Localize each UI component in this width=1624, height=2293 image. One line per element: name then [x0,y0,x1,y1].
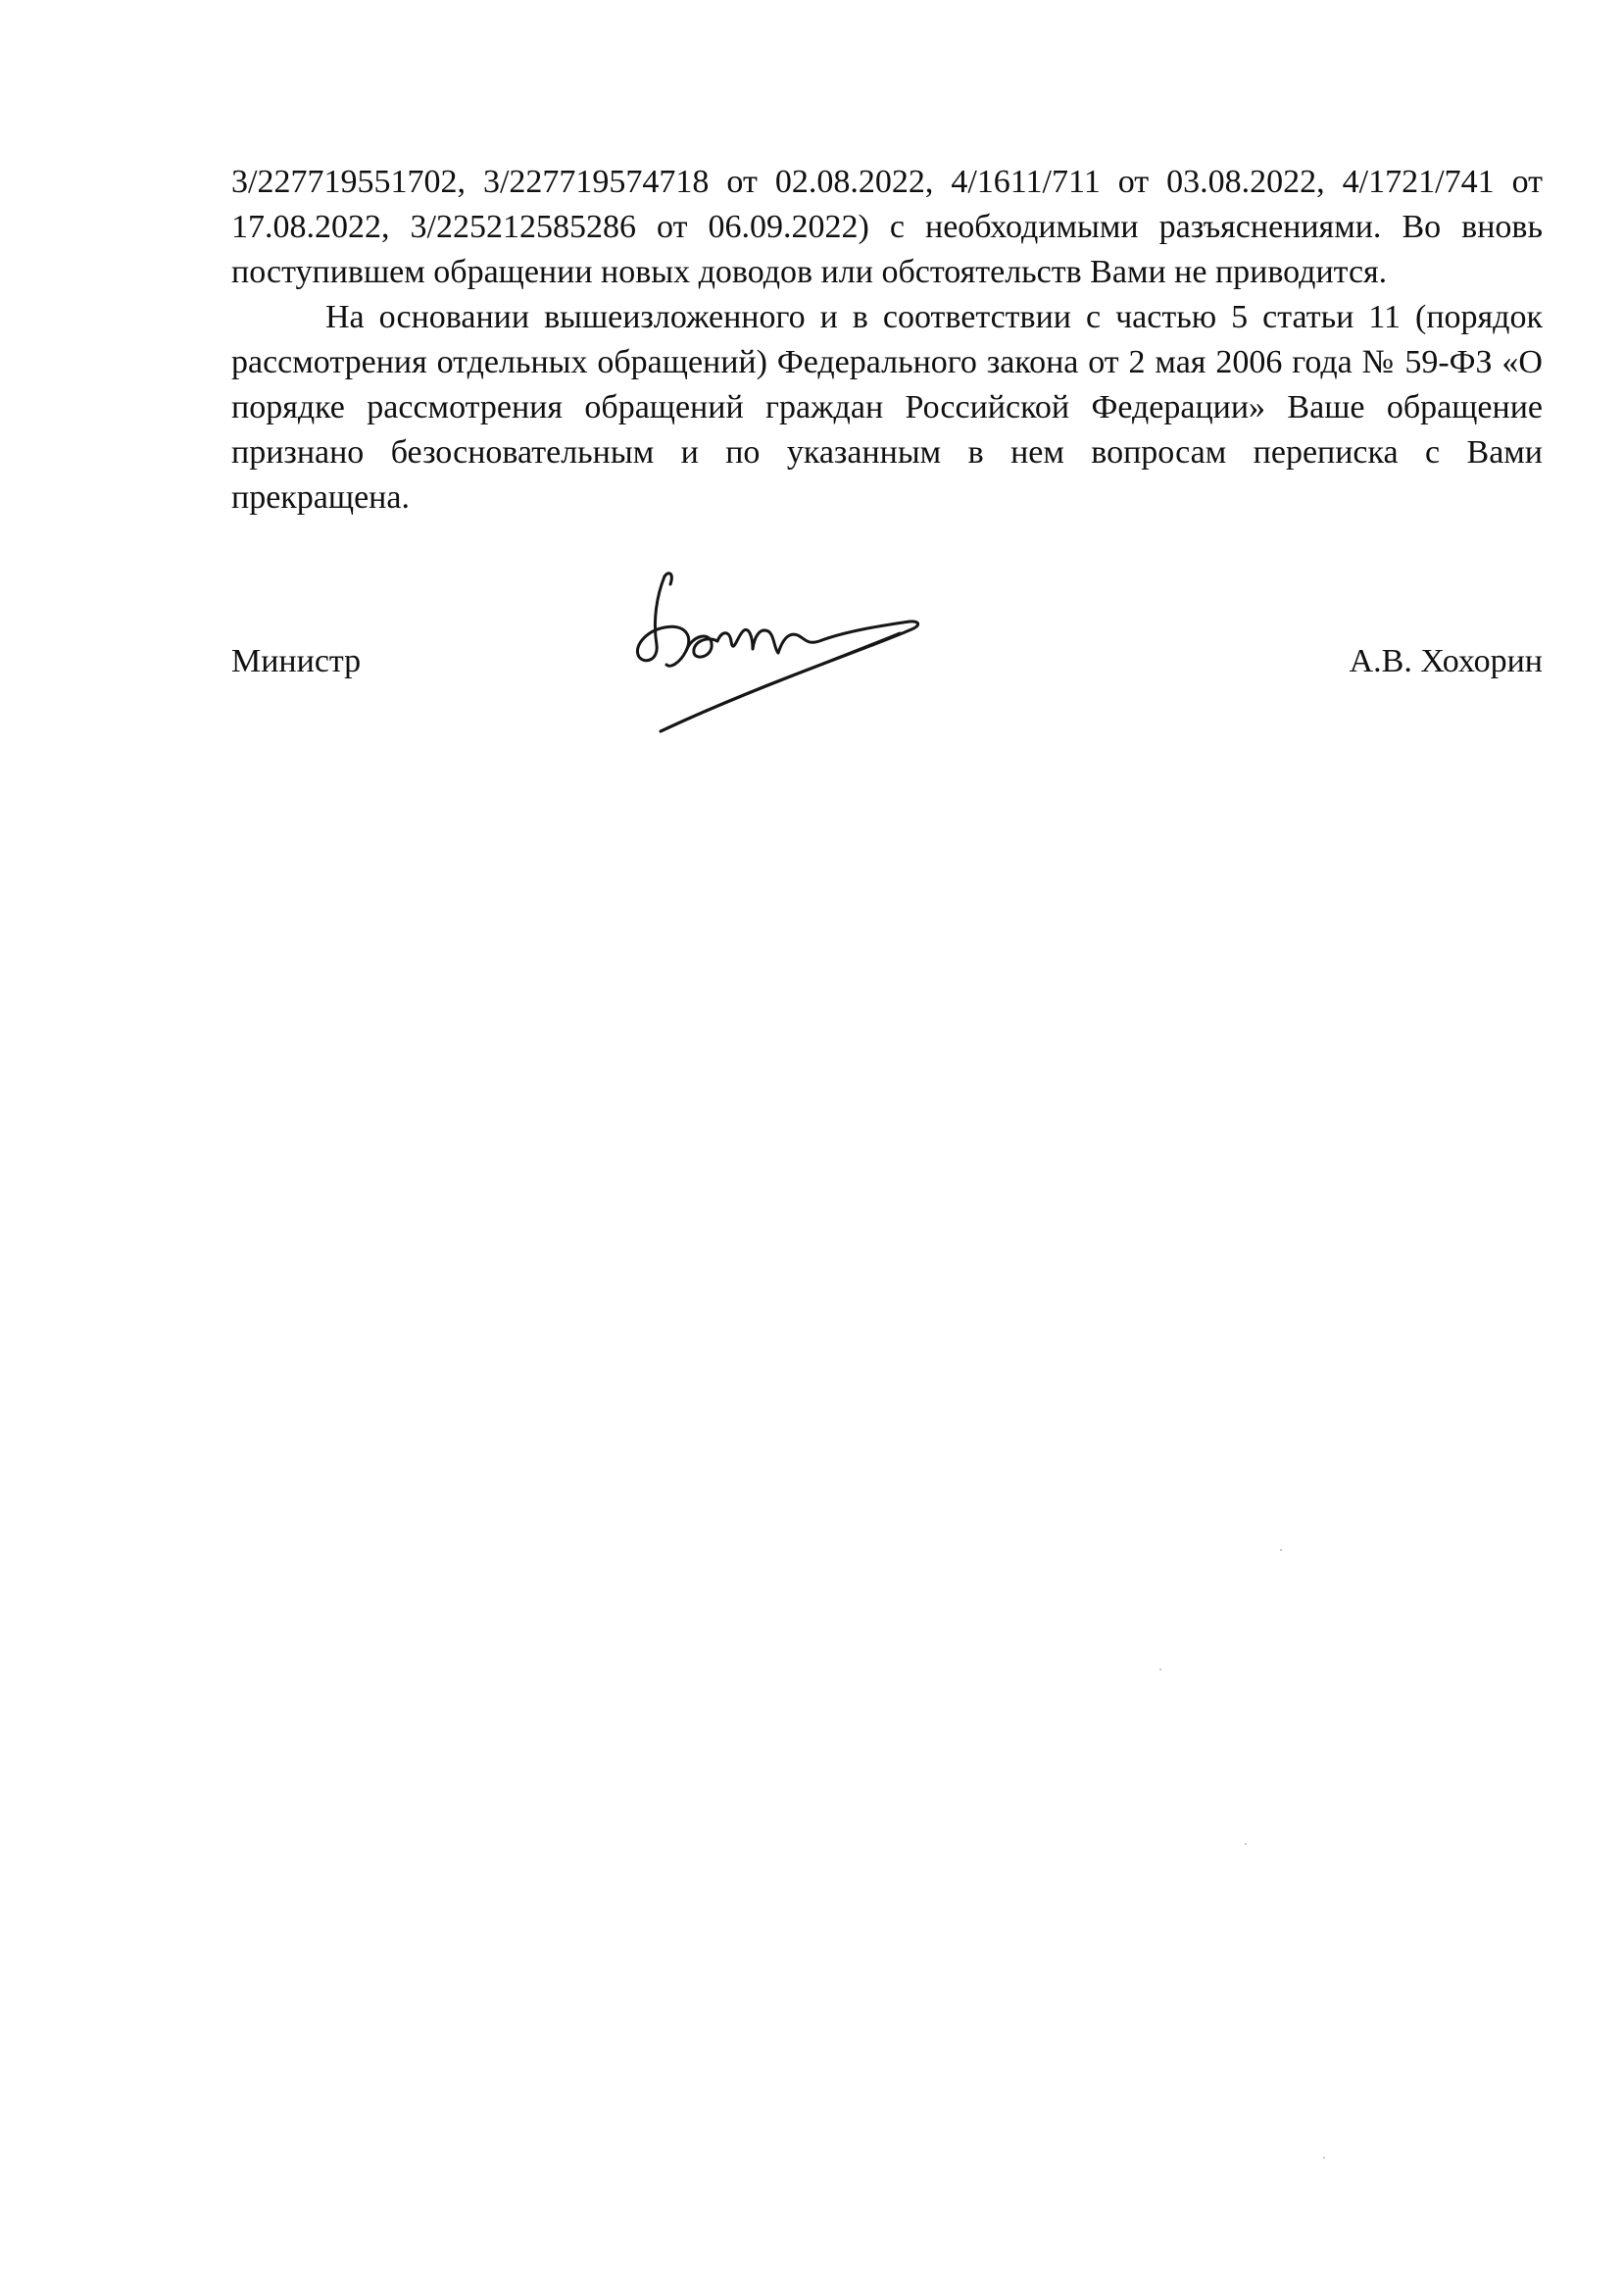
scan-speck [1245,1843,1247,1845]
signatory-position: Министр [231,643,362,679]
handwritten-signature [588,567,960,743]
scan-speck [1280,1549,1282,1551]
scan-speck [1323,2157,1325,2159]
signatory-name: А.В. Хохорин [1349,643,1543,679]
letter-body [231,160,1543,521]
paragraph-2: На основании вышеизложенного и в соответствии с частью 5 статьи 11 (порядок рассмотрения отдельных обращений) Федерального закона от 2 мая 2006 года № 59-ФЗ «О порядке рассмотрения обращений граждан Российской Федерации» Ваше обращение признано безосновательным и по указанным в нем вопросам переписка с Вами прекращена. [231,299,1543,516]
scan-speck [1159,1669,1161,1670]
paragraph-1: 3/227719551702, 3/227719574718 от 02.08.2022, 4/1611/711 от 03.08.2022, 4/1721/741 от 17.08.2022, 3/225212585286 от 06.09.2022) с необходимыми разъяснениями. Во вновь поступившем обращении новых доводов или обстоятельств Вами не приводится. [231,164,1543,290]
